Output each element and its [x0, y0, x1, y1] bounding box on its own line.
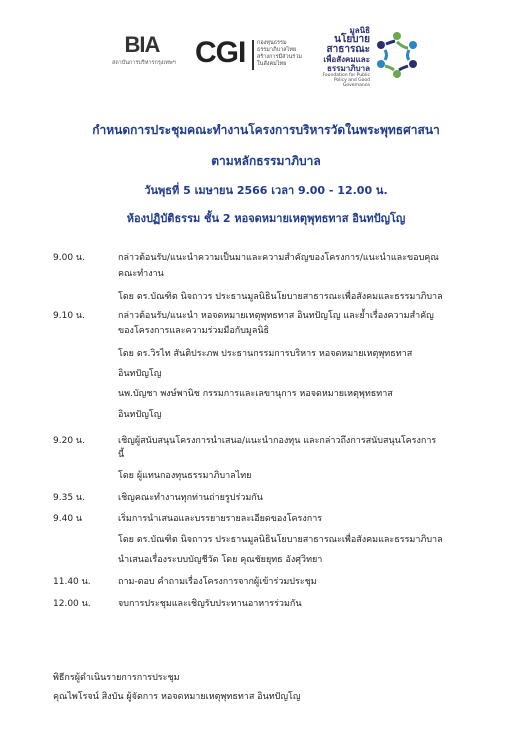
agenda-line: โดย ดร.บัณฑิต นิจถาวร ประธานมูลนิธินโยบายสาธารณะเพื่อสังคมและธรรมาภิบาล	[118, 535, 443, 545]
foundation-logo-text	[312, 26, 370, 88]
agenda-line: อินทปัญโญ	[118, 410, 162, 420]
agenda-line: คณะทำงาน	[118, 269, 164, 279]
agenda-time: 9.00 น.	[53, 253, 85, 263]
agenda-time: 9.40 น	[53, 514, 83, 524]
agenda-line: โดย ผู้แทนกองทุนธรรมาภิบาลไทย	[118, 471, 252, 481]
cgi-logo-divider	[252, 40, 254, 70]
cgi-logo-text: CGI	[195, 36, 246, 69]
foundation-logo-line: มูลนิธิ	[349, 26, 370, 35]
cgi-logo	[195, 36, 305, 76]
logo-row	[0, 18, 532, 90]
foundation-logo-line: เพื่อสังคมและ	[323, 55, 370, 64]
cgi-caption-line: สร้างการมีส่วนร่วม	[257, 54, 302, 60]
bia-logo-text: BIA	[124, 32, 160, 57]
agenda-line: นี้	[118, 450, 125, 460]
agenda-line: ของโครงการและความร่วมมือกับมูลนิธิ	[118, 326, 269, 336]
foundation-logo-line: ธรรมาภิบาล	[327, 64, 370, 73]
agenda-line: เชิญคณะทำงานทุกท่านถ่ายรูปร่วมกัน	[118, 493, 263, 503]
emcee-name: คุณไพโรจน์ สิงบัน ผู้จัดการ หอจดหมายเหตุพุทธทาส อินทปัญโญ	[53, 692, 301, 702]
agenda-line: โดย ดร.บัณฑิต นิจถาวร ประธานมูลนิธินโยบายสาธารณะเพื่อสังคมและธรรมาภิบาล	[118, 292, 443, 302]
agenda-time: 9.35 น.	[53, 493, 85, 503]
agenda-time: 9.10 น.	[53, 311, 85, 321]
agenda-line: เริ่มการนำเสนอและบรรยายรายละเอียดของโครงการ	[118, 514, 323, 524]
agenda-time: 11.40 น.	[53, 577, 91, 587]
agenda-line: นพ.บัญชา พงษ์พานิช กรรมการและเลขานุการ หอจดหมายเหตุพุทธทาส	[118, 389, 393, 399]
people-circle-icon	[372, 30, 422, 80]
agenda-line: นำเสนอเรื่องระบบบัญชีวัด โดย คุณชัยยุทธ อังศุวิทยา	[118, 555, 323, 565]
agenda-line: จบการประชุมและเชิญรับประทานอาหารร่วมกัน	[118, 599, 302, 609]
agenda-line: เชิญผู้สนับสนุนโครงการนำเสนอ/แนะนำกองทุน และกล่าวถึงการสนับสนุนโครงการ	[118, 436, 437, 446]
page-subtitle: ตามหลักธรรมาภิบาล	[211, 154, 321, 168]
bia-logo-subtitle: สถาบันการบริหารกรุงเทพฯ	[112, 60, 176, 66]
foundation-logo	[312, 26, 432, 88]
cgi-logo-caption	[257, 40, 302, 68]
agenda-line: อินทปัญโญ	[118, 369, 162, 379]
foundation-logo-line: นโยบาย	[334, 34, 370, 45]
agenda-time: 12.00 น.	[53, 599, 91, 609]
cgi-caption-line: ในสังคมไทย	[257, 61, 287, 67]
emcee-label: พิธีกรผู้ดำเนินรายการการประชุม	[53, 673, 180, 683]
page-title: กำหนดการประชุมคณะทำงานโครงการบริหารวัดในพระพุทธศาสนา	[92, 123, 440, 137]
agenda-line: ถาม-ตอบ คำถามเรื่องโครงการจากผู้เข้าร่วมประชุม	[118, 577, 317, 587]
foundation-logo-line: สาธารณะ	[326, 44, 370, 55]
agenda-time: 9.20 น.	[53, 436, 85, 446]
agenda-line: โดย ดร.วิรไท สันติประภพ ประธานกรรมการบริหาร หอจดหมายเหตุพุทธทาส	[118, 349, 413, 359]
agenda-line: กล่าวต้อนรับ/แนะนำ หอจดหมายเหตุพุทธทาส อินทปัญโญ และย้ำเรื่องความสำคัญ	[118, 311, 434, 321]
agenda-line: กล่าวต้อนรับ/แนะนำความเป็นมาและความสำคัญของโครงการ/แนะนำและขอบคุณ	[118, 253, 439, 263]
bia-logo	[112, 32, 176, 67]
meeting-venue: ห้องปฏิบัติธรรม ชั้น 2 หอจดหมายเหตุพุทธทาส อินทปัญโญ	[126, 212, 406, 225]
meeting-date: วันพุธที่ 5 เมษายน 2566 เวลา 9.00 - 12.00 น.	[144, 184, 388, 197]
cgi-caption-line: ธรรมาภิบาลไทย	[257, 47, 297, 53]
cgi-caption-line: กองทุนธรรม	[257, 40, 287, 46]
foundation-logo-line: Foundation for Public Policy and Good Governance	[322, 73, 370, 88]
